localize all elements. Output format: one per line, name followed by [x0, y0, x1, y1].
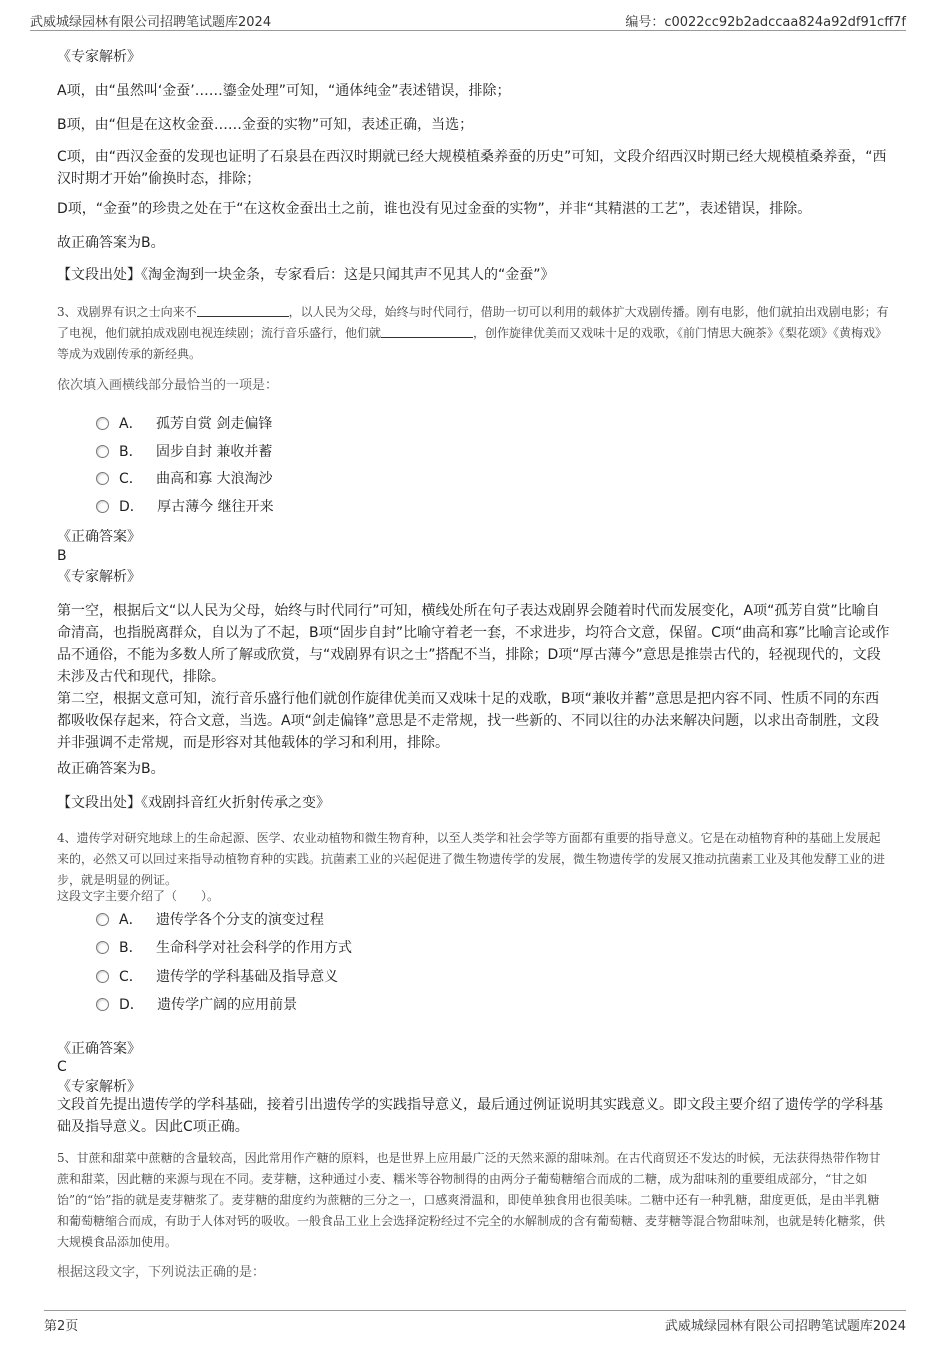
radio-icon[interactable] [96, 417, 109, 430]
option-text: 曲高和寡 大浪淘沙 [156, 471, 273, 487]
radio-icon[interactable] [96, 472, 109, 485]
q3-option-b[interactable] [96, 442, 272, 462]
q4-option-d[interactable] [96, 995, 297, 1015]
q4-expert-label: 《专家解析》 [57, 1079, 141, 1095]
q2-analysis-a: A项，由“虽然叫‘金蚕’……鎏金处理”可知，“通体纯金”表述错误，排除； [57, 83, 511, 99]
q3-stem [57, 302, 890, 365]
q3-conclusion: 故正确答案为B。 [57, 761, 165, 777]
page-header [30, 8, 906, 31]
option-letter: A． [119, 912, 143, 928]
q3-answer: B [57, 548, 67, 564]
q3-blank-2 [381, 325, 473, 338]
q4-option-b[interactable] [96, 938, 352, 958]
q5-prompt: 根据这段文字，下列说法正确的是： [57, 1265, 266, 1280]
q3-source: 【文段出处】《戏剧抖音红火折射传承之变》 [57, 795, 330, 811]
q2-analysis-d: D项，“金蚕”的珍贵之处在于“在这枚金蚕出土之前，谁也没有见过金蚕的实物”，并非“其精湛的工艺”，表述错误，排除。 [57, 201, 812, 217]
q3-analysis-para1: 第一空，根据后文“以人民为父母，始终与时代同行”可知，横线处所在句子表达戏剧界会随着时代而发展变化，A项“孤芳自赏”比喻自命清高，也指脱离群众，自以为了不起，B项“固步自封”比喻守着老一套，不求进步，均符合文意，保留。C项“曲高和寡”比喻言论或作品不通俗，不能为多数人所了解或欣赏，与“戏剧界有识之士”搭配不当，排除；D项“厚古薄今”意思是推崇古代的，轻视现代的，文段未涉及古代和现代，排除。 [57, 603, 890, 685]
option-letter: B． [119, 444, 143, 460]
option-text: 厚古薄今 继往开来 [157, 499, 274, 515]
option-letter: C． [119, 969, 143, 985]
q2-expert-label: 《专家解析》 [57, 49, 141, 65]
q4-analysis: 文段首先提出遗传学的学科基础，接着引出遗传学的实践指导意义，最后通过例证说明其实践意义。即文段主要介绍了遗传学的学科基础及指导意义。因此C项正确。 [57, 1097, 883, 1135]
q3-analysis-para2: 第二空，根据文意可知，流行音乐盛行他们就创作旋律优美而又戏味十足的戏歌，B项“兼收并蓄”意思是把内容不同、性质不同的东西都吸收保存起来，符合文意，当选。A项“剑走偏锋”意思是不走常规，找一些新的、不同以往的办法来解决问题，以求出奇制胜，文段并非强调不走常规，而是形容对其他载体的学习和利用，排除。 [57, 691, 880, 751]
q2-analysis-c: C项，由“西汉金蚕的发现也证明了石泉县在西汉时期就已经大规模植桑养蚕的历史”可知，文段介绍西汉时期已经大规模植桑养蚕，“西汉时期才开始”偷换时态，排除； [57, 149, 887, 187]
q4-stem: 4、遗传学对研究地球上的生命起源、医学、农业动植物和微生物育种，以至人类学和社会学等方面都有重要的指导意义。它是在动植物育种的基础上发展起来的，必然又可以回过来指导动植物育种的实践。抗菌素工业的兴起促进了微生物遗传学的发展，微生物遗传学的发展又推动抗菌素工业及其他发酵工业的进步，就是明显的例证。 [57, 831, 886, 887]
option-letter: C． [119, 471, 143, 487]
header-serial: 编号：c0022cc92b2adccaa824a92df91cff7f [625, 15, 906, 30]
option-text: 遗传学的学科基础及指导意义 [156, 969, 339, 985]
footer-page-number: 第2页 [44, 1319, 79, 1334]
option-text: 遗传学各个分支的演变过程 [155, 912, 324, 928]
q2-analysis-b: B项，由“但是在这枚金蚕……金蚕的实物”可知，表述正确，当选； [57, 117, 474, 133]
q3-option-c[interactable] [96, 469, 273, 489]
q2-conclusion: 故正确答案为B。 [57, 235, 165, 251]
option-letter: B． [119, 940, 143, 956]
q3-answer-label: 《正确答案》 [57, 529, 141, 545]
option-text: 生命科学对社会科学的作用方式 [155, 940, 352, 956]
q3-prompt: 依次填入画横线部分最恰当的一项是： [57, 378, 279, 393]
radio-icon[interactable] [96, 998, 109, 1011]
q3-option-d[interactable] [96, 497, 274, 517]
option-text: 遗传学广阔的应用前景 [157, 997, 298, 1013]
q3-stem-part2: ，以人民为父母，始终与时代同行，借助一切可以利用的载体扩大戏剧传播。刚有电影，他们就拍出戏剧电影；有了电视，他们就拍成戏剧电视连续剧；流行音乐盛行，他们就 [57, 305, 889, 340]
q4-prompt: 这段文字主要介绍了（ ）。 [57, 889, 220, 903]
q4-option-c[interactable] [96, 967, 338, 987]
option-letter: D． [119, 997, 144, 1013]
header-title: 武威城绿园林有限公司招聘笔试题库2024 [30, 15, 272, 30]
radio-icon[interactable] [96, 445, 109, 458]
q2-source: 【文段出处】《淘金淘到一块金条，专家看后：这是只闻其声不见其人的“金蚕”》 [57, 267, 555, 283]
radio-icon[interactable] [96, 970, 109, 983]
radio-icon[interactable] [96, 941, 109, 954]
radio-icon[interactable] [96, 500, 109, 513]
q3-stem-part1: 3、戏剧界有识之士向来不 [57, 305, 197, 319]
option-text: 固步自封 兼收并蓄 [155, 444, 273, 460]
footer-title: 武威城绿园林有限公司招聘笔试题库2024 [664, 1319, 906, 1334]
radio-icon[interactable] [96, 913, 109, 926]
q5-stem: 5、甘蔗和甜菜中蔗糖的含量较高，因此常用作产糖的原料，也是世界上应用最广泛的天然来源的甜味剂。在古代商贸还不发达的时候，无法获得热带作物甘蔗和甜菜，因此糖的来源与现在不同。麦芽糖，这种通过小麦、糯米等谷物制得的由两分子葡萄糖缩合而成的二糖，成为甜味剂的重要组成部分，“甘之如饴”的“饴”指的就是麦芽糖浆了。麦芽糖的甜度约为蔗糖的三分之一，口感爽滑温和，即使单独食用也很美味。二糖中还有一种乳糖，甜度更低，是由半乳糖和葡萄糖缩合而成，有助于人体对钙的吸收。一般食品工业上会选择淀粉经过不完全的水解制成的含有葡萄糖、麦芽糖等混合物甜味剂，也就是转化糖浆，供大规模食品添加使用。 [57, 1151, 886, 1249]
option-text: 孤芳自赏 剑走偏锋 [155, 416, 273, 432]
q4-answer-label: 《正确答案》 [57, 1041, 141, 1057]
option-letter: D． [119, 499, 144, 515]
q3-expert-label: 《专家解析》 [57, 569, 141, 585]
q4-option-a[interactable] [96, 910, 324, 930]
q3-stem-part3: ，创作旋律优美而又戏味十足的戏歌，《前门情思大碗茶》《梨花颂》《黄梅戏》等成为戏剧传承的新经典。 [57, 326, 888, 361]
page-footer [44, 1310, 906, 1335]
q4-answer: C [57, 1059, 67, 1075]
option-letter: A． [119, 416, 143, 432]
q3-blank-1 [197, 304, 289, 317]
q3-option-a[interactable] [96, 414, 272, 434]
